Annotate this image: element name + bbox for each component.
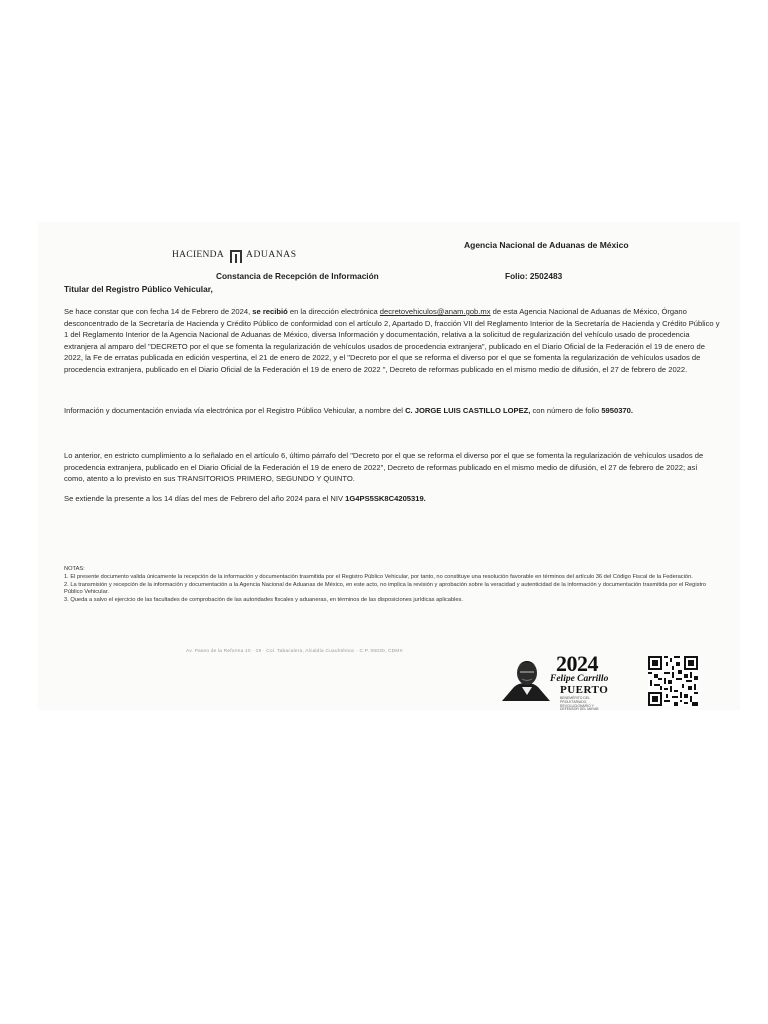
note-1: 1. El presente documento valida únicamente la recepción de la información y documentación trasmitida por el Registro Público Vehicular, por tanto, no constituye una resolución favorable en términos del artículo 36 del Código Fiscal de la Federación. [64, 573, 693, 580]
note-2: 2. La transmisión y recepción de la información y documentación a la Agencia Nacional de Aduanas de México, en este acto, no implica la revisión y aprobación sobre la veracidad y autenticidad de la información y documentación trasmitida por el Registro Público Vehicular. [64, 581, 707, 596]
emblem-tagline: BENEMÉRITO DEL PROLETARIADO, REVOLUCIONARIO Y DEFENSOR DEL MAYAB [560, 696, 599, 712]
notes-section [64, 566, 720, 605]
footer-address: Av. Paseo de la Reforma 10 · 19 · Col. Tabacalera, Alcaldía Cuauhtémoc · C.P. 06030, CDMX [186, 649, 403, 654]
note-3: 3. Queda a salvo el ejercicio de las facultades de comprobación de las autoridades fiscales y aduaneras, en términos de las disposiciones jurídicas aplicables. [64, 597, 463, 604]
document-title: Constancia de Recepción de Información [216, 271, 379, 281]
recipient-heading: Titular del Registro Público Vehicular, [64, 284, 213, 294]
p4-text-a: Se extiende la presente a los 14 días del mes de Febrero del año 2024 para el NIV [64, 494, 346, 503]
p1-text-c: en la dirección electrónica [287, 307, 380, 316]
emblem-name-line2: PUERTO [560, 684, 609, 696]
emblem-name-line1: Felipe Carrillo [550, 674, 609, 684]
qr-code-icon [648, 656, 698, 706]
paragraph-sender [64, 405, 720, 417]
p2-text-b: con número de folio [530, 406, 602, 415]
applicant-folio: 5950370. [601, 406, 633, 415]
applicant-name: C. JORGE LUIS CASTILLO LOPEZ, [405, 406, 531, 415]
vehicle-niv: 1G4PS5SK8C4205319. [345, 494, 426, 503]
p1-bold: se recibió [252, 307, 288, 316]
paragraph-receipt [64, 306, 720, 376]
portrait-emblem-icon [500, 651, 552, 703]
aduanas-emblem-icon [229, 249, 243, 264]
hacienda-logo-text: HACIENDA [172, 250, 225, 260]
notes-title: NOTAS: [64, 566, 85, 572]
year-emblem: 2024 [556, 651, 598, 676]
paragraph-issued [64, 493, 720, 505]
paragraph-legal-basis: Lo anterior, en estricto cumplimiento a lo señalado en el artículo 6, último párrafo del "Decreto por el que se reforma el diverso por el que se fomenta la regularización de vehículos usados de procedencia extranjera, publicado en el Diario Oficial de la Federación el 19 de enero de 2022", Decreto de reformas publicado en el mismo medio de difusión, el 27 de febrero de 2022; así como, atento a lo previsto en sus TRANSITORIOS PRIMERO, SEGUNDO Y QUINTO. [64, 451, 704, 484]
aduanas-logo-text: ADUANAS [246, 250, 297, 260]
p1-text-a: Se hace constar que con fecha 14 de Febrero de 2024, [64, 307, 253, 316]
p1-text-d: de esta Agencia Nacional de Aduanas de México, Órgano desconcentrado de la Secretaría de Hacienda y Crédito Público de conformidad con el artículo 2, Apartado D, fracción VII del Reglamento Interior de la Secretaría de Hacienda y Crédito Público y 1 del Reglamento Interior de la Agencia Nacional de Aduanas de México, diversa Información y documentación, relativa a la solicitud de regularización del vehículo usado de procedencia extranjera al amparo del "DECRETO por el que se fomenta la regularización de vehículos usados de procedencia extranjera", publicado en el Diario Oficial de la Federación el 19 de enero de 2022, la Fe de erratas publicada en edición vespertina, el 21 de enero de 2022, y el "Decreto por el que se reforma el diverso por el que se fomenta la regularización de vehículos usados de procedencia extranjera, publicado en el Diario Oficial de la Federación el 19 de enero de 2022 ", Decreto de reformas publicado en el mismo medio de difusión, el 27 de febrero de 2022. [64, 307, 720, 374]
folio-number: Folio: 2502483 [505, 271, 563, 281]
email-link[interactable]: decretovehiculos@anam.gob.mx [379, 307, 491, 316]
agency-name: Agencia Nacional de Aduanas de México [464, 240, 629, 250]
p2-text-a: Información y documentación enviada vía electrónica por el Registro Público Vehicular, a nombre del [64, 406, 406, 415]
